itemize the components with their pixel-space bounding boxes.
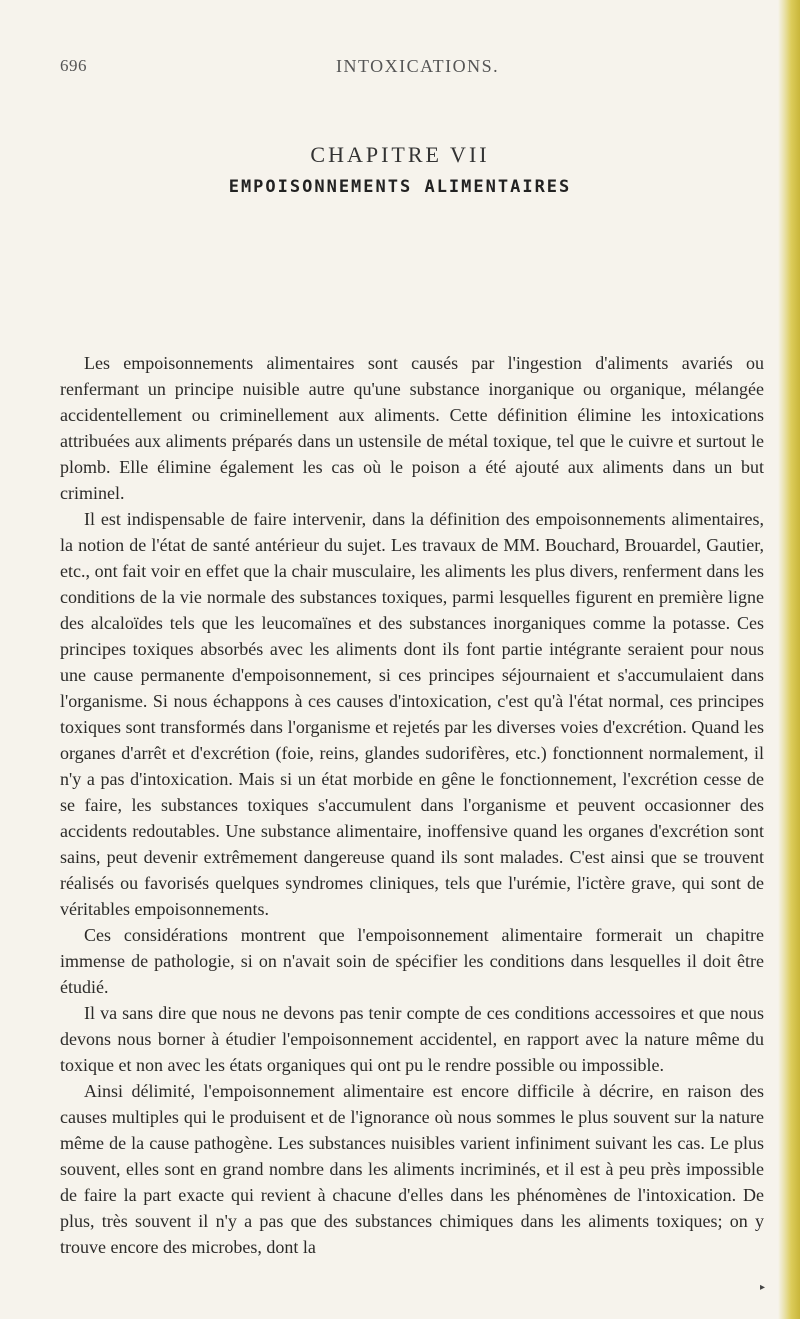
body-text [60,350,764,1260]
paragraph: Ces considérations montrent que l'empoisonnement alimentaire formerait un chapitre immense de pathologie, si on n'avait soin de spécifier les conditions dans lesquelles il doit être étudié. [60,925,764,997]
page-edge [778,0,800,1319]
page-header [0,56,800,82]
paragraph: Il va sans dire que nous ne devons pas tenir compte de ces conditions accessoires et que nous devons nous borner à étudier l'empoisonnement accidentel, en rapport avec la nature même du toxique et non avec les états organiques qui ont pu le rendre possible ou impossible. [60,1003,764,1075]
section-title: EMPOISONNEMENTS ALIMENTAIRES [228,177,572,197]
paragraph: Ainsi délimité, l'empoisonnement alimentaire est encore difficile à décrire, en raison des causes multiples qui le produisent et de l'ignorance où nous sommes le plus souvent sur la nature même de la cause pathogène. Les substances nuisibles varient infiniment suivant les cas. Le plus souvent, elles sont en grand nombre dans les aliments incriminés, et il est à peu près impossible de faire la part exacte qui revient à chacune d'elles dans les phénomènes de l'intoxication. De plus, très souvent il n'y a pas que des substances chimiques dans les aliments toxiques; on y trouve encore des microbes, dont la [60,1081,764,1257]
page-mark: ▸ [760,1282,766,1293]
paragraph: Il est indispensable de faire intervenir, dans la définition des empoisonnements alimentaires, la notion de l'état de santé antérieur du sujet. Les travaux de MM. Bouchard, Brouardel, Gautier, etc., ont fait voir en effet que la chair musculaire, les aliments les plus divers, renferment dans les conditions de la vie normale des substances toxiques, parmi lesquelles figurent en première ligne des alcaloïdes tels que les leucomaïnes et des substances inorganiques comme la potasse. Ces principes toxiques absorbés avec les aliments dont ils font partie intégrante seraient pour nous une cause permanente d'empoisonnement, si ces principes séjournaient et s'accumulaient dans l'organisme. Si nous échappons à ces causes d'intoxication, c'est qu'à l'état normal, ces principes toxiques sont transformés dans l'organisme et rejetés par les diverses voies d'excrétion. Quand les organes d'arrêt et d'excrétion (foie, reins, glandes sudorifères, etc.) fonctionnent normalement, il n'y a pas d'intoxication. Mais si un état morbide en gêne le fonctionnement, l'excrétion cesse de se faire, les substances toxiques s'accumulent dans l'organisme et peuvent occasionner des accidents redoutables. Une substance alimentaire, inoffensive quand les organes d'excrétion sont sains, peut devenir extrêmement dangereuse quand ils sont malades. C'est ainsi que se trouvent réalisés ou favorisés quelques syndromes cliniques, tels que l'urémie, l'ictère grave, qui sont de véritables empoisonnements. [60,509,764,919]
page-number: 696 [60,56,87,75]
chapter-title: CHAPITRE VII [310,142,490,167]
running-title: INTOXICATIONS. [336,56,500,76]
paragraph: Les empoisonnements alimentaires sont causés par l'ingestion d'aliments avariés ou renfermant un principe nuisible autre qu'une substance inorganique ou organique, mélangée accidentellement ou criminellement aux aliments. Cette définition élimine les intoxications attribuées aux aliments préparés dans un ustensile de métal toxique, tel que le cuivre et surtout le plomb. Elle élimine également les cas où le poison a été ajouté aux aliments dans un but criminel. [60,353,764,503]
